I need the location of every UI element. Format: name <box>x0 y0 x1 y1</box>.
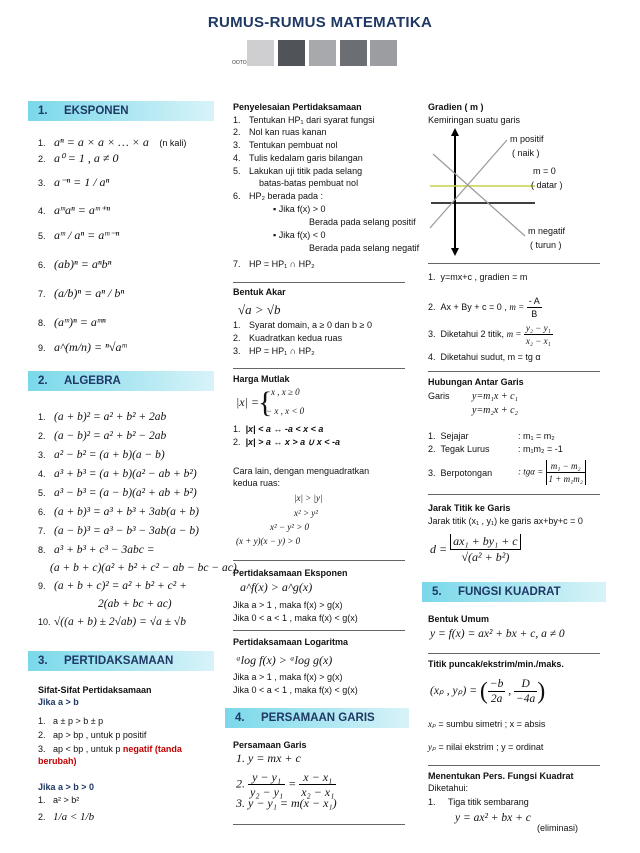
exp-item <box>38 230 119 242</box>
akar-heading: Bentuk Akar <box>233 287 286 297</box>
pen-item <box>233 259 315 270</box>
sifat-item: 1. a ± p > b ± p <box>38 716 104 726</box>
divider <box>428 653 600 654</box>
item-formula: aᵐ / aⁿ = aᵐ⁻ⁿ <box>54 228 120 242</box>
alg-item <box>38 581 187 592</box>
section-header-persamaan-garis <box>225 708 409 728</box>
gradien-item: 3. Diketahui 2 titik, m = $\frac{\text{y₂ − y₁}}{\text{x₂ − x₁}}$ <box>428 323 551 346</box>
section-header-fungsi-kuadrat <box>422 582 606 602</box>
item-formula: aᵐaⁿ = aᵐ⁺ⁿ <box>54 203 110 217</box>
item-formula: a⁰ = 1 , a ≠ 0 <box>54 151 119 165</box>
exp-item <box>38 342 127 354</box>
item-number: 6. <box>38 507 46 517</box>
item-number: 4. <box>38 206 46 216</box>
akar-formula: √a > √b <box>238 302 281 317</box>
alg-item <box>38 412 166 423</box>
hubungan-item-value: : m₁m₂ = -1 <box>518 444 563 454</box>
item-number: 8. <box>38 545 46 555</box>
tiga-titik: 1. Tiga titik sembarang <box>428 797 529 807</box>
item-formula: (a + b + c)² = a² + b² + c² + <box>54 580 187 592</box>
divider <box>233 824 405 825</box>
item-number: 3. <box>38 450 46 460</box>
section-number: 1. <box>38 105 48 117</box>
hubungan-item-value: : m₁ = m₂ <box>518 431 555 441</box>
exp-item <box>38 205 110 217</box>
cara-lain: Cara lain, dengan menguadratkan <box>233 466 370 476</box>
item-formula: Tulis kedalam garis bilangan <box>249 153 363 163</box>
item-formula: √((a + b) ± 2√ab) = √a ± √b <box>54 616 186 628</box>
bentuk-umum-heading: Bentuk Umum <box>428 614 490 624</box>
hubungan-g2: y=m₂x + c₂ <box>472 405 518 416</box>
item-formula: (a + b)² = a² + b² + 2ab <box>54 411 167 423</box>
alg-item <box>38 469 197 480</box>
label-datar: ( datar ) <box>531 180 563 190</box>
mutlak-step: x² − y² > 0 <box>270 522 310 532</box>
cara-lain-2: kedua ruas: <box>233 478 281 488</box>
gradien-item: 2. Ax + By + c = 0 , m = $\frac{- A}{B}$ <box>428 296 540 319</box>
item-number: 9. <box>38 581 46 591</box>
exp-item <box>38 317 106 329</box>
item-formula: a³ − b³ = (a − b)(a² + ab + b²) <box>54 487 197 499</box>
exp-item <box>38 137 186 149</box>
section-number: 2. <box>38 375 48 387</box>
divider <box>428 263 600 264</box>
mutlak-case-2: − x , x < 0 <box>266 406 305 416</box>
xp-line: xₚ = sumbu simetri ; x = absis <box>428 719 546 729</box>
log-ptd-formula: ᵃlog f(x) > ᵃlog g(x) <box>236 653 333 667</box>
item-number: 3. <box>38 178 46 188</box>
exp-item <box>38 153 119 165</box>
mutlak-step: x² > y² <box>294 508 318 518</box>
gradien-item: 4. Diketahui sudut, m = tg α <box>428 352 541 362</box>
mutlak-case-1: x , x ≥ 0 <box>271 387 300 397</box>
section-number: 5. <box>432 586 442 598</box>
item-formula: a³ + b³ + c³ − 3abc = <box>54 544 155 556</box>
y-axis-arrow <box>451 128 459 136</box>
sifat-item-cont: berubah) <box>38 756 77 766</box>
sifat-item: 2. ap > bp , untuk p positif <box>38 730 147 740</box>
gradien-sub: Kemiringan suatu garis <box>428 115 521 125</box>
hubungan-item: 3. Berpotongan <box>428 468 493 478</box>
item-number: 1. <box>233 320 241 330</box>
hubungan-g1: y=m₁x + c₁ <box>472 391 518 402</box>
item-formula: Berada pada selang positif <box>309 217 416 227</box>
item-number: 1. <box>38 138 46 148</box>
divider <box>428 765 600 766</box>
item-formula: a⁻ⁿ = 1 / aⁿ <box>54 175 110 189</box>
item-number: 7. <box>38 289 46 299</box>
item-formula: (ab)ⁿ = aⁿbⁿ <box>54 257 112 271</box>
item-formula: ▪ Jika f(x) < 0 <box>273 230 326 240</box>
eksponen-ptd-formula: a^f(x) > a^g(x) <box>240 580 313 594</box>
item-number: 2. <box>233 127 241 137</box>
menentukan-heading: Menentukan Pers. Fungsi Kuadrat <box>428 771 574 781</box>
label-m-zero: m = 0 <box>533 166 556 176</box>
alg-item <box>38 526 199 537</box>
eksponen-ptd-line: Jika 0 < a < 1 , maka f(x) < g(x) <box>233 613 358 623</box>
log-ptd-line: Jika a > 1 , maka f(x) > g(x) <box>233 672 343 682</box>
log-ptd-line: Jika 0 < a < 1 , maka f(x) < g(x) <box>233 685 358 695</box>
garis-formula-1: 1. y = mx + c <box>236 751 301 765</box>
hubungan-garis-label: Garis <box>428 391 450 401</box>
label-m-positif: m positif <box>510 134 544 144</box>
item-number: 2. <box>233 333 241 343</box>
alg-item <box>38 450 165 461</box>
color-swatch-2 <box>278 40 305 66</box>
yp-line: yₚ = nilai ekstrim ; y = ordinat <box>428 742 544 752</box>
divider <box>233 282 405 283</box>
item-formula: Berada pada selang negatif <box>309 243 420 253</box>
mutlak-item: 1. |x| < a ↔ -a < x < a <box>233 424 324 434</box>
color-swatch-1 <box>247 40 274 66</box>
mutlak-step: (x + y)(x − y) > 0 <box>236 536 301 546</box>
jarak-heading: Jarak Titik ke Garis <box>428 503 511 513</box>
item-formula: ▪ Jika f(x) > 0 <box>273 204 326 214</box>
y-axis-arrow <box>451 248 459 256</box>
section-header-algebra <box>28 371 214 391</box>
hubungan-item: 1. Sejajar <box>428 431 469 441</box>
eksponen-ptd-line: Jika a > 1 , maka f(x) > g(x) <box>233 600 343 610</box>
hubungan-item: 2. Tegak Lurus <box>428 444 490 454</box>
sifat-heading: Sifat-Sifat Pertidaksamaan <box>38 685 152 695</box>
alg-item <box>38 431 166 442</box>
color-swatch-4 <box>340 40 367 66</box>
section-title: FUNGSI KUADRAT <box>458 586 561 598</box>
alg-item <box>38 507 199 518</box>
sifat-item: 2. 1/a < 1/b <box>38 811 95 823</box>
section-title: ALGEBRA <box>64 375 121 387</box>
pen-item <box>233 115 375 126</box>
sifat-item: 3. ap < bp , untuk p negatif (tanda <box>38 744 182 754</box>
item-formula: HP₂ berada pada : <box>249 191 324 201</box>
item-formula: Tentukan HP₁ dari syarat fungsi <box>249 115 375 125</box>
eksponen-ptd-heading: Pertidaksamaan Eksponen <box>233 568 348 578</box>
alg-item <box>38 545 154 556</box>
item-formula: HP = HP₁ ∩ HP₂ <box>249 346 315 356</box>
diketahui: Diketahui: <box>428 783 469 793</box>
hubungan-item-value: : tgα = $\frac{\text{m₁ − m₂}}{\text{1 + m₁m₂}}$ <box>518 460 586 485</box>
item-formula: Lakukan uji titik pada selang <box>249 166 363 176</box>
alg-item <box>38 617 186 628</box>
item-formula: (aᵐ)ⁿ = aᵐⁿ <box>54 315 106 329</box>
exp-item <box>38 288 124 300</box>
jarak-formula: d = $\frac{\text{ax₁ + by₁ + c}}{\text{√(a² + b²)}}$ <box>430 534 521 565</box>
item-number: 5. <box>233 166 241 176</box>
log-ptd-heading: Pertidaksamaan Logaritma <box>233 637 349 647</box>
item-number: 5. <box>38 231 46 241</box>
item-number: 8. <box>38 318 46 328</box>
item-number: 7. <box>38 526 46 536</box>
section-title: PERSAMAAN GARIS <box>261 712 375 724</box>
item-formula: a^(m/n) = ⁿ√aᵐ <box>54 340 127 354</box>
eliminasi-note: (eliminasi) <box>537 823 579 833</box>
hubungan-heading: Hubungan Antar Garis <box>428 377 524 387</box>
akar-item <box>233 333 342 344</box>
alg-item <box>38 488 197 499</box>
section-title: PERTIDAKSAMAAN <box>64 655 174 667</box>
pen-item <box>233 140 338 151</box>
divider <box>233 368 405 369</box>
item-number: 10. <box>38 617 51 627</box>
pen-item <box>233 191 323 202</box>
item-number: 4. <box>233 153 241 163</box>
page-title: RUMUS-RUMUS MATEMATIKA <box>207 14 433 31</box>
exp-item <box>38 177 109 189</box>
jika-a-gt-b-gt-0: Jika a > b > 0 <box>38 782 95 792</box>
pen-item <box>243 178 358 189</box>
pen-item <box>233 127 327 138</box>
titik-puncak-formula: (xₚ , yₚ) = ( $\frac{-b}{2a}$ , $\frac{D}{-4a}$ ) <box>430 678 546 705</box>
section-header-eksponen <box>28 101 214 121</box>
item-formula: (a − b)³ = a³ − b³ − 3ab(a − b) <box>54 525 199 537</box>
mutlak-brace: { <box>258 386 273 419</box>
penyelesaian-heading: Penyelesaian Pertidaksamaan <box>233 102 362 112</box>
gradien-item: 1. y=mx+c , gradien = m <box>428 272 528 282</box>
item-number: 2. <box>38 154 46 164</box>
label-naik: ( naik ) <box>512 148 540 158</box>
pen-item <box>257 230 325 241</box>
mutlak-lhs: |x| = <box>236 395 260 409</box>
divider <box>428 494 600 495</box>
item-formula: batas-batas pembuat nol <box>259 178 359 188</box>
section-title: EKSPONEN <box>64 105 129 117</box>
color-swatch-5 <box>370 40 397 66</box>
item-formula: Nol kan ruas kanan <box>249 127 327 137</box>
item-number: 3. <box>233 346 241 356</box>
item-number: 1. <box>233 115 241 125</box>
item-formula: (a + b)³ = a³ + b³ + 3ab(a + b) <box>54 506 199 518</box>
item-number: 9. <box>38 343 46 353</box>
line-m-positive <box>430 140 507 228</box>
divider <box>233 560 405 561</box>
garis-formula-3: 3. y − y₁ = m(x − x₁) <box>236 796 337 810</box>
akar-item <box>233 346 315 357</box>
item-number: 6. <box>233 191 241 201</box>
item-note: (n kali) <box>156 138 187 148</box>
mutlak-step: |x| > |y| <box>294 493 323 503</box>
item-formula: (a/b)ⁿ = aⁿ / bⁿ <box>54 286 125 300</box>
section-number: 4. <box>235 712 245 724</box>
section-number: 3. <box>38 655 48 667</box>
divider <box>428 371 600 372</box>
label-turun: ( turun ) <box>530 240 562 250</box>
item-number: 6. <box>38 260 46 270</box>
pen-item <box>257 204 325 215</box>
item-formula: HP = HP₁ ∩ HP₂ <box>249 259 315 269</box>
tiga-titik-formula: y = ax² + bx + c <box>455 812 531 824</box>
persamaan-garis-heading: Persamaan Garis <box>233 740 307 750</box>
item-formula: a³ + b³ = (a + b)(a² − ab + b²) <box>54 468 197 480</box>
item-formula: (a − b)² = a² + b² − 2ab <box>54 430 167 442</box>
jarak-sub: Jarak titik (x₁ , y₁) ke garis ax+by+c = 0 <box>428 516 583 526</box>
item-formula: Tentukan pembuat nol <box>249 140 338 150</box>
item-number: 3. <box>233 140 241 150</box>
item-number: 1. <box>38 412 46 422</box>
item-number: 2. <box>38 431 46 441</box>
item-formula-cont: 2(ab + bc + ac) <box>98 598 172 610</box>
pen-item <box>233 153 363 164</box>
gradien-heading: Gradien ( m ) <box>428 102 484 112</box>
mutlak-item: 2. |x| > a ↔ x > a ∪ x < -a <box>233 437 340 447</box>
item-formula: Syarat domain, a ≥ 0 dan b ≥ 0 <box>249 320 372 330</box>
pen-item <box>293 243 419 254</box>
item-number: 7. <box>233 259 241 269</box>
pen-item <box>233 166 362 177</box>
section-header-pertidaksamaan <box>28 651 214 671</box>
item-formula: a² − b² = (a + b)(a − b) <box>54 449 165 461</box>
brand-label: OOTO <box>232 60 247 66</box>
item-formula: Kuadratkan kedua ruas <box>249 333 343 343</box>
mutlak-heading: Harga Mutlak <box>233 374 290 384</box>
item-formula: aⁿ = a × a × … × a <box>54 135 149 149</box>
line-m-negative <box>433 154 525 236</box>
jika-a-gt-b: Jika a > b <box>38 697 79 707</box>
akar-item <box>233 320 372 331</box>
sifat-item: 1. a² > b² <box>38 795 80 805</box>
garis-formula-2: 2. $\frac{\text{y − y₁}}{\text{y₂ − y₁}}$ = $\frac{\text{x − x₁}}{\text{x₂ − x₁}}$ <box>236 770 335 799</box>
pen-item <box>293 217 416 228</box>
label-m-negatif: m negatif <box>528 226 566 236</box>
item-number: 4. <box>38 469 46 479</box>
exp-item <box>38 259 111 271</box>
color-swatch-3 <box>309 40 336 66</box>
item-formula-cont: (a + b + c)(a² + b² + c² − ab − bc − ac) <box>50 562 237 574</box>
item-number: 5. <box>38 488 46 498</box>
titik-puncak-heading: Titik puncak/ekstrim/min./maks. <box>428 659 564 669</box>
bentuk-umum-formula: y = f(x) = ax² + bx + c, a ≠ 0 <box>430 628 565 640</box>
divider <box>233 630 405 631</box>
